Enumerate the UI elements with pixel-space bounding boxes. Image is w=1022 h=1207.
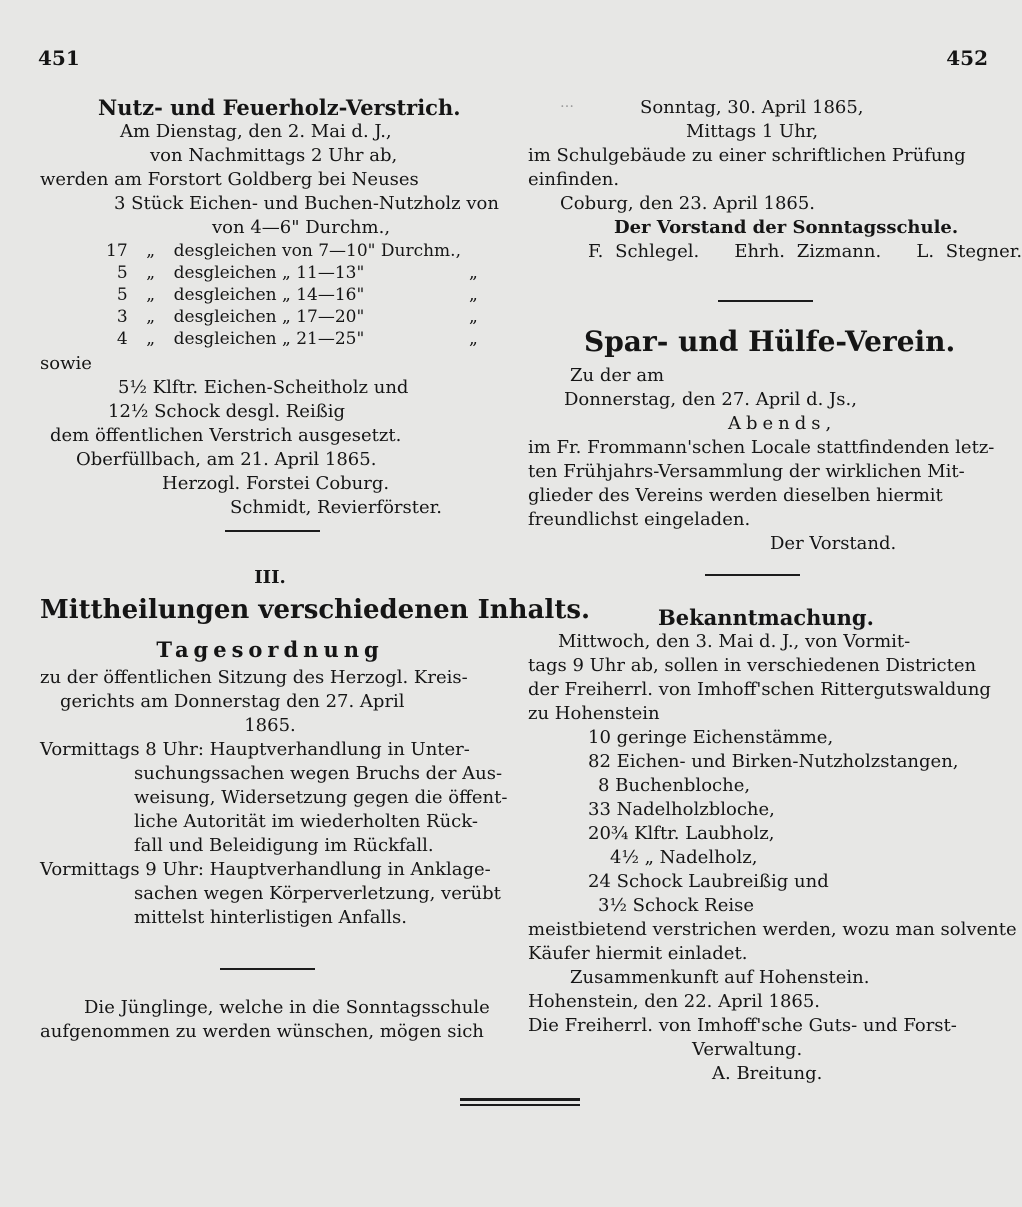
wood-ditto: „ — [146, 241, 156, 261]
school-board: Der Vorstand der Sonntagsschule. — [614, 217, 959, 238]
school-text-2: aufgenommen zu werden wünschen, mögen sich — [40, 1021, 484, 1042]
wood-row — [102, 328, 482, 350]
bek-text-2: tags 9 Uhr ab, sollen in verschiedenen Districten — [528, 655, 977, 676]
school-text-1: Die Jünglinge, welche in die Sonntagsschule — [84, 997, 490, 1018]
spar-text-2: Donnerstag, den 27. April d. Js., — [564, 389, 857, 410]
section-numeral: III. — [254, 567, 286, 588]
spar-text-7: freundlichst eingeladen. — [528, 509, 751, 530]
bek-text-1: Mittwoch, den 3. Mai d. J., von Vormit- — [558, 631, 911, 652]
wood-label: desgleichen von 7—10" Durchm., — [173, 241, 461, 261]
bek-text-4: zu Hohenstein — [528, 703, 660, 724]
left-column-lower — [40, 566, 591, 930]
bek-item: 24 Schock Laubreißig und — [588, 871, 829, 892]
divider-rule — [718, 300, 813, 302]
agenda-8-3: weisung, Widersetzung gegen die öffent- — [134, 787, 508, 808]
wood-ditto: „ — [146, 285, 156, 305]
spar-text-3: Abends, — [728, 413, 837, 434]
spar-sign: Der Vorstand. — [770, 533, 897, 554]
wood-sale-date: Am Dienstag, den 2. Mai d. J., — [120, 121, 392, 142]
wood-table — [102, 240, 482, 350]
agenda-sub-3: 1865. — [244, 715, 296, 736]
spar-text-5: ten Frühjahrs-Versammlung der wirklichen Mit- — [528, 461, 965, 482]
wood-label: desgleichen „ 17—20" — [173, 307, 365, 327]
bottom-rule — [460, 1098, 580, 1101]
wood-sale-first-a: 3 Stück Eichen- und Buchen-Nutzholz von — [114, 193, 499, 214]
agenda-9-2: sachen wegen Körperverletzung, verübt — [134, 883, 501, 904]
wood-office: Herzogl. Forstei Coburg. — [162, 473, 390, 494]
left-column — [40, 96, 500, 520]
spar-text-4: im Fr. Frommann'schen Locale stattfindenden letz- — [528, 437, 995, 458]
wood-ditto-end: „ — [468, 329, 478, 349]
wood-sale-place: werden am Forstort Goldberg bei Neuses — [40, 169, 419, 190]
page-number-left: 451 — [38, 46, 80, 70]
wood-row — [102, 306, 482, 328]
wood-more-1: 5½ Klftr. Eichen-Scheitholz und — [118, 377, 409, 398]
divider-rule — [220, 968, 315, 970]
bek-item: 33 Nadelholzbloche, — [588, 799, 775, 820]
school-name: F. Schlegel. — [588, 241, 700, 262]
section-title: Mittheilungen verschiedenen Inhalts. — [40, 595, 591, 625]
agenda-8-4: liche Autorität im wiederholten Rück- — [134, 811, 478, 832]
bek-sign-2: Verwaltung. — [692, 1039, 803, 1060]
wood-more-2: 12½ Schock desgl. Reißig — [108, 401, 346, 422]
wood-sale-first-b: von 4—6" Durchm., — [212, 217, 391, 238]
right-column-bek — [528, 605, 1017, 1086]
wood-ditto: „ — [146, 329, 156, 349]
bek-text-3: der Freiherrl. von Imhoff'schen Rittergutswaldung — [528, 679, 991, 700]
bek-item: 20¾ Klftr. Laubholz, — [588, 823, 775, 844]
bek-text-7: Zusammenkunft auf Hohenstein. — [570, 967, 870, 988]
wood-label: desgleichen „ 21—25" — [173, 329, 365, 349]
wood-row — [102, 240, 482, 262]
school-notice-start — [40, 996, 500, 1044]
agenda-8-5: fall und Beleidigung im Rückfall. — [134, 835, 434, 856]
bek-text-6: Käufer hiermit einladet. — [528, 943, 748, 964]
agenda-8-1: Vormittags 8 Uhr: Hauptverhandlung in Unter- — [40, 739, 470, 760]
wood-ditto: „ — [146, 307, 156, 327]
wood-ditto: „ — [146, 263, 156, 283]
bek-sign-1: Die Freiherrl. von Imhoff'sche Guts- und Forst- — [528, 1015, 957, 1036]
wood-public: dem öffentlichen Verstrich ausgesetzt. — [50, 425, 402, 446]
bek-item: 3½ Schock Reise — [598, 895, 755, 916]
wood-row — [102, 262, 482, 284]
agenda-title: Tagesordnung — [156, 637, 384, 662]
divider-rule — [225, 530, 320, 532]
bek-title: Bekanntmachung. — [658, 605, 874, 630]
wood-row — [102, 284, 482, 306]
wood-signer: Schmidt, Revierförster. — [230, 497, 442, 518]
wood-sowie: sowie — [40, 353, 92, 374]
agenda-sub-1: zu der öffentlichen Sitzung des Herzogl. Kreis- — [40, 667, 468, 688]
bek-text-5: meistbietend verstrichen werden, wozu man solvente — [528, 919, 1017, 940]
right-column-spar — [528, 325, 995, 556]
page-number-right: 452 — [946, 46, 988, 70]
divider-rule — [705, 574, 800, 576]
wood-label: desgleichen „ 11—13" — [173, 263, 365, 283]
bleed-through: … — [560, 95, 574, 111]
bek-place-date: Hohenstein, den 22. April 1865. — [528, 991, 821, 1012]
agenda-9-3: mittelst hinterlistigen Anfalls. — [134, 907, 408, 928]
school-date-2: Mittags 1 Uhr, — [686, 121, 819, 142]
wood-sale-title: Nutz- und Feuerholz-Verstrich. — [98, 95, 461, 120]
bek-item: 82 Eichen- und Birken-Nutzholzstangen, — [588, 751, 959, 772]
wood-place-date: Oberfüllbach, am 21. April 1865. — [76, 449, 377, 470]
wood-ditto-end — [465, 240, 482, 262]
wood-ditto-end: „ — [468, 263, 478, 283]
right-column — [528, 96, 1022, 264]
wood-sale-time: von Nachmittags 2 Uhr ab, — [150, 145, 398, 166]
wood-ditto-end: „ — [468, 307, 478, 327]
school-place-date: Coburg, den 23. April 1865. — [560, 193, 816, 214]
bek-item: 10 geringe Eichenstämme, — [588, 727, 834, 748]
school-text-3: im Schulgebäude zu einer schriftlichen Prüfung — [528, 145, 966, 166]
school-name: L. Stegner. — [916, 241, 1022, 262]
agenda-9-1: Vormittags 9 Uhr: Hauptverhandlung in Anklage- — [40, 859, 491, 880]
school-text-4: einfinden. — [528, 169, 620, 190]
wood-label: desgleichen „ 14—16" — [173, 285, 365, 305]
spar-text-1: Zu der am — [570, 365, 665, 386]
bottom-rule — [460, 1104, 580, 1106]
wood-qty: 17 — [106, 241, 128, 261]
wood-qty: 5 — [116, 285, 128, 305]
agenda-8-2: suchungssachen wegen Bruchs der Aus- — [134, 763, 503, 784]
school-names — [528, 240, 1022, 264]
wood-qty: 3 — [116, 307, 128, 327]
bek-sign-3: A. Breitung. — [712, 1063, 823, 1084]
bek-item: 4½ „ Nadelholz, — [610, 847, 758, 868]
spar-title: Spar- und Hülfe-Verein. — [584, 325, 956, 358]
wood-qty: 4 — [116, 329, 128, 349]
agenda-sub-2: gerichts am Donnerstag den 27. April — [60, 691, 405, 712]
bek-item: 8 Buchenbloche, — [598, 775, 751, 796]
spar-text-6: glieder des Vereins werden dieselben hiermit — [528, 485, 943, 506]
wood-ditto-end: „ — [468, 285, 478, 305]
school-name: Ehrh. Zizmann. — [734, 241, 882, 262]
wood-qty: 5 — [116, 263, 128, 283]
school-date-1: Sonntag, 30. April 1865, — [640, 97, 864, 118]
